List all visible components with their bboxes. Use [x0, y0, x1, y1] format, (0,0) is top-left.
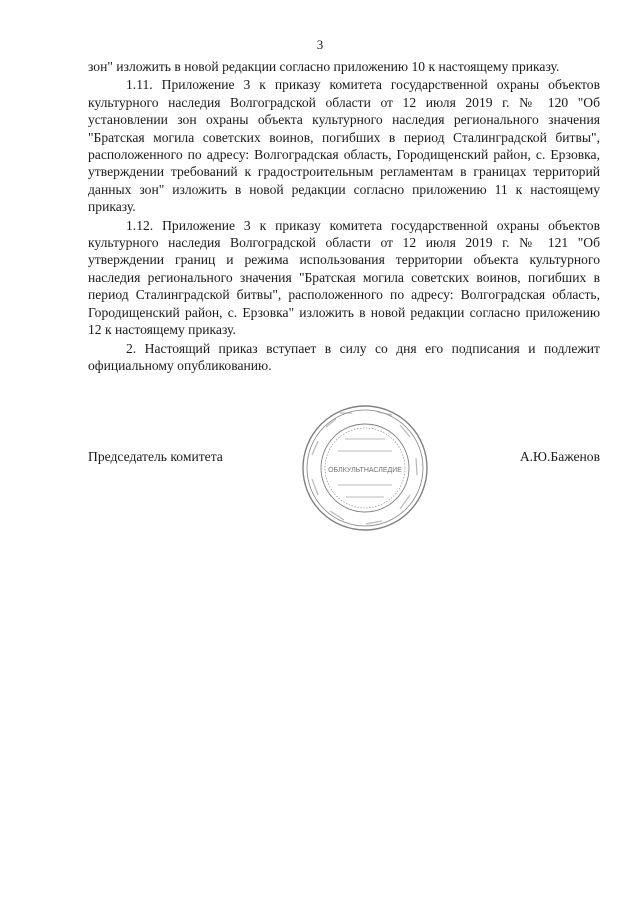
paragraph-continuation: зон" изложить в новой редакции согласно приложению 10 к настоящему приказу.	[88, 59, 560, 74]
signatory-name: А.Ю.Баженов	[519, 449, 600, 464]
paragraph-2: 2. Настоящий приказ вступает в силу со дня его подписания и подлежит официальному опубликованию.	[88, 340, 600, 373]
paragraph-1-11: 1.11. Приложение 3 к приказу комитета государственной охраны объектов культурного наследия Волгоградской области от 12 июля 2019 г. № 120 "Об установлении зон охраны объекта культурного наследия регионального значения "Братская могила советских воинов, погибших в период Сталинградской битвы", расположенного по адресу: Волгоградская область, Городищенский район, с. Ерзовка, утверждении требований к градостроительным регламентам в границах территорий данных зон" изложить в новой редакции согласно приложению 11 к настоящему приказу.	[88, 77, 600, 215]
signatory-title: Председатель комитета	[88, 449, 223, 464]
document-body	[88, 58, 600, 375]
official-seal-stamp	[300, 403, 430, 533]
page-number: 3	[316, 37, 324, 52]
paragraph-1-12: 1.12. Приложение 3 к приказу комитета государственной охраны объектов культурного наследия Волгоградской области от 12 июля 2019 г. № 121 "Об утверждении границ и режима использования территории объекта культурного наследия регионального значения "Братская могила советских воинов, погибших в период Сталинградской битвы", расположенного по адресу: Волгоградская область, Городищенский район, с. Ерзовка" изложить в новой редакции согласно приложению 12 к настоящему приказу.	[88, 217, 600, 338]
seal-center-text: ОБЛКУЛЬТНАСЛЕДИЕ	[328, 467, 402, 474]
